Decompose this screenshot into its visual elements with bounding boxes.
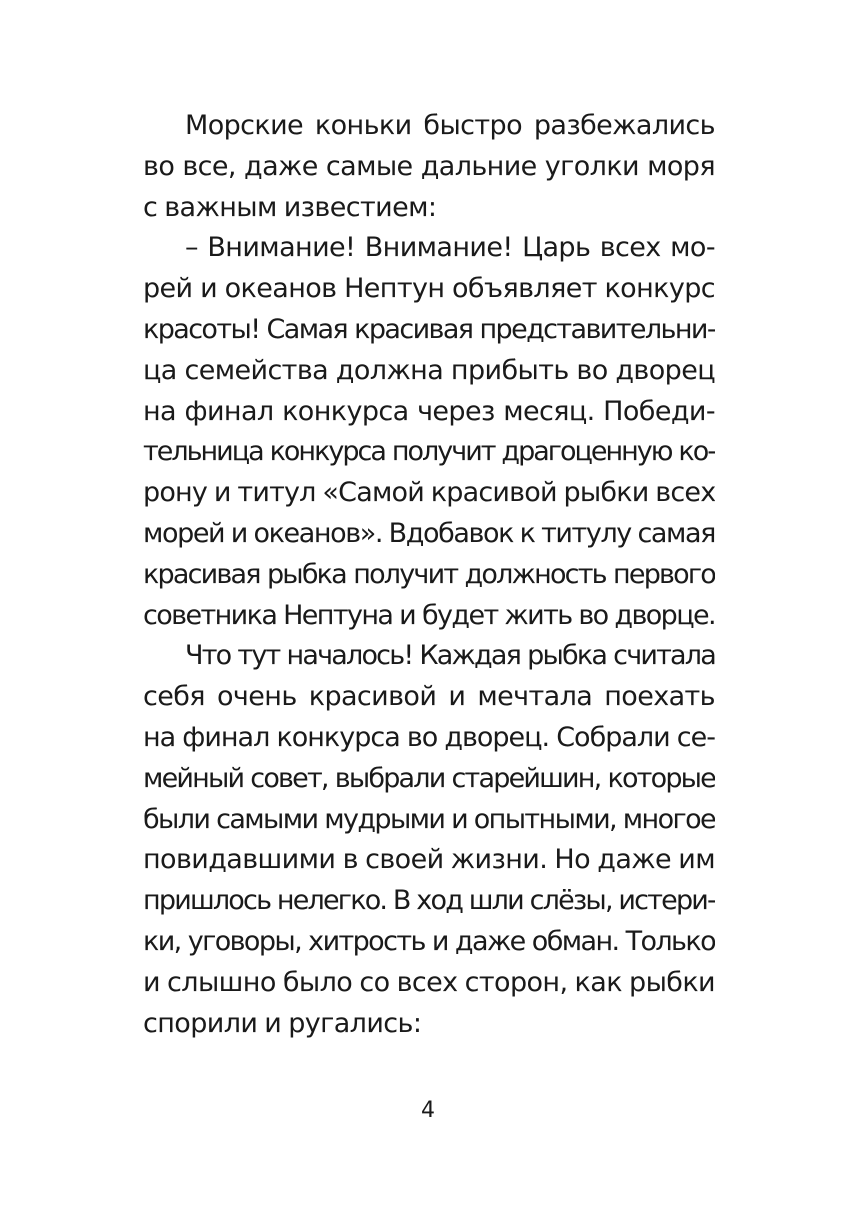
text-line: на финал конкурса во дворец. Собрали се- [143,721,715,753]
text-line: красоты! Самая красивая представительни- [143,313,715,345]
page-number: 4 [421,1098,435,1123]
text-line: спорили и ругались: [143,1007,422,1039]
text-line: пришлось нелегко. В ход шли слёзы, истери- [143,885,715,917]
text-line: Что тут началось! Каждая рыбка считала [185,640,715,672]
text-line: тельница конкурса получит драгоценную ко- [143,436,715,468]
text-line: красивая рыбка получит должность первого [143,558,715,590]
text-line: ца семейства должна прибыть во дворец [143,354,715,386]
text-line: рону и титул «Самой красивой рыбки всех [143,477,715,509]
paragraph-3 [143,636,715,1044]
text-line: на финал конкурса через месяц. Победи- [143,395,715,427]
text-line: с важным известием: [143,191,437,223]
text-line: Морские коньки быстро разбежались [185,110,715,141]
text-line: ки, уговоры, хитрость и даже обман. Только [143,925,715,957]
paragraph-2 [143,228,715,636]
text-line: были самыми мудрыми и опытными, многое [143,803,715,835]
text-line: рей и океанов Нептун объявляет конкурс [143,273,715,305]
paragraph-1 [143,106,715,228]
text-line: повидавшими в своей жизни. Но даже им [143,844,715,876]
body-text [143,106,715,1044]
text-line: мейный совет, выбрали старейшин, которые [143,762,715,794]
text-line: себя очень красивой и мечтала поехать [143,681,715,713]
text-line: – Внимание! Внимание! Царь всех мо- [185,232,715,264]
text-line: морей и океанов». Вдобавок к титулу самая [143,517,715,549]
text-line: и слышно было со всех сторон, как рыбки [143,966,715,998]
text-line: во все, даже самые дальние уголки моря [143,150,715,182]
text-line: советника Нептуна и будет жить во дворце. [143,599,715,631]
